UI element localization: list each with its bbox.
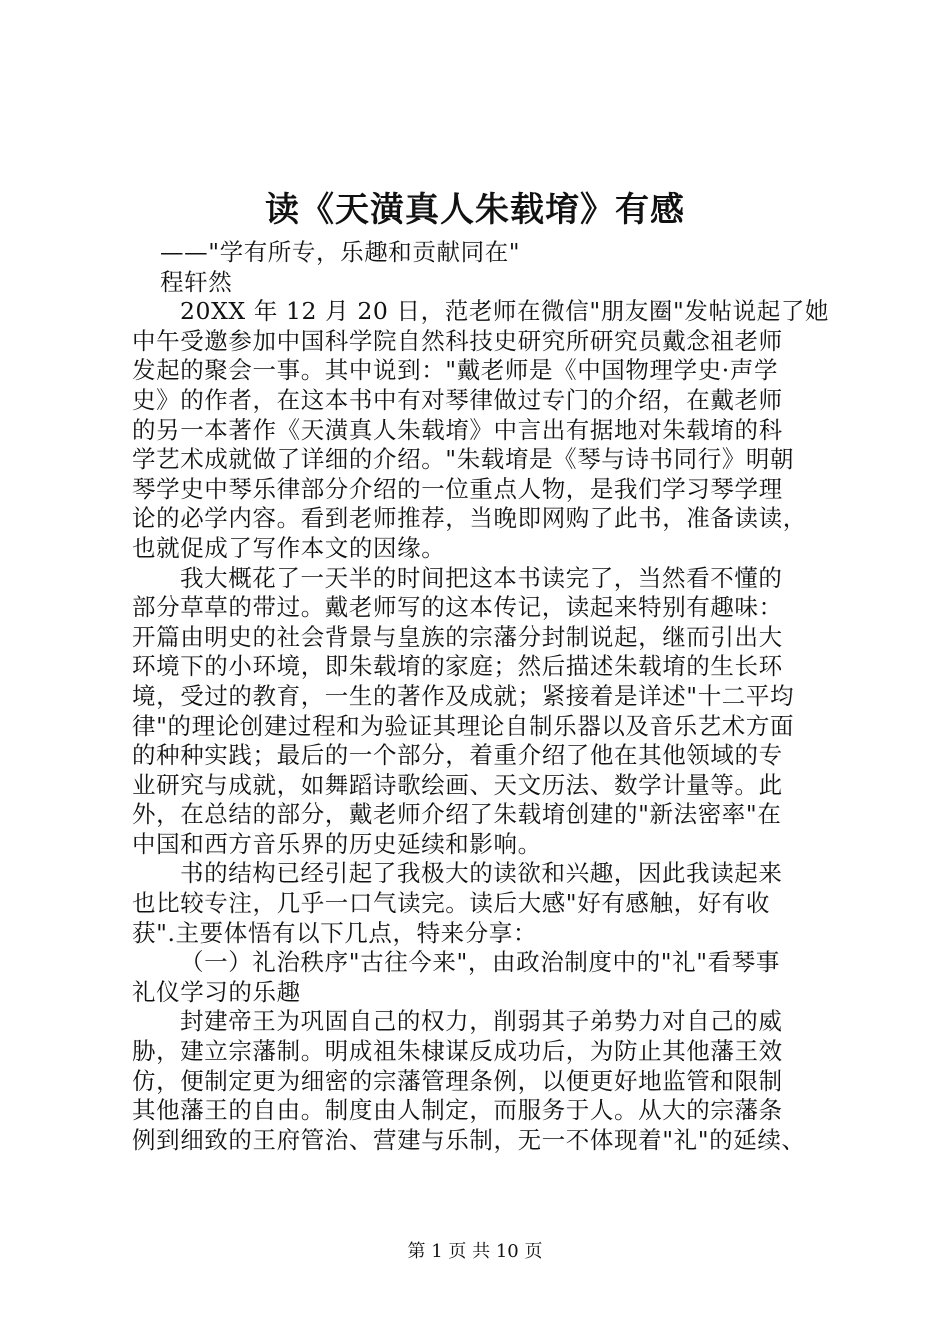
author-line: 程轩然: [160, 267, 233, 296]
page-number-footer: 第 1 页 共 10 页: [407, 1241, 543, 1262]
paragraph-1-line: 学艺术成就做了详细的介绍。"朱载堉是《琴与诗书同行》明朝: [132, 445, 795, 474]
document-title: 读《天潢真人朱载堉》有感: [265, 190, 685, 230]
paragraph-1-line: 的另一本著作《天潢真人朱载堉》中言出有据地对朱载堉的科: [132, 415, 783, 444]
paragraph-1-line: 论的必学内容。看到老师推荐，当晚即网购了此书，准备读读，: [132, 504, 807, 533]
paragraph-1-line: 中午受邀参加中国科学院自然科技史研究所研究员戴念祖老师: [132, 326, 783, 355]
paragraph-4-line: 胁，建立宗藩制。明成祖朱棣谋反成功后，为防止其他藩王效: [132, 1037, 783, 1066]
document-body: [132, 238, 834, 1155]
paragraph-4-line: 其他藩王的自由。制度由人制定，而服务于人。从大的宗藩条: [132, 1096, 783, 1125]
section-heading-line: 礼仪学习的乐趣: [132, 977, 301, 1006]
paragraph-2-line: 环境下的小环境，即朱载堉的家庭；然后描述朱载堉的生长环: [132, 652, 783, 681]
paragraph-2-line: 外，在总结的部分，戴老师介绍了朱载堉创建的"新法密率"在: [132, 800, 782, 829]
paragraph-1-line: 发起的聚会一事。其中说到："戴老师是《中国物理学史·声学: [132, 356, 779, 385]
section-heading-line: （一）礼治秩序"古往今来"，由政治制度中的"礼"看琴事: [180, 948, 780, 977]
paragraph-3-line: 书的结构已经引起了我极大的读欲和兴趣，因此我读起来: [180, 859, 783, 888]
paragraph-4-line: 仿，便制定更为细密的宗藩管理条例，以便更好地监管和限制: [132, 1066, 783, 1095]
paragraph-2-line: 境，受过的教育，一生的著作及成就；紧接着是详述"十二平均: [132, 681, 795, 710]
subtitle-line: ——"学有所专，乐趣和贡献同在": [160, 238, 521, 266]
paragraph-3-line: 获".主要体悟有以下几点，特来分享：: [132, 918, 538, 947]
paragraph-1-line: 也就促成了写作本文的因缘。: [132, 533, 446, 562]
paragraph-2-line: 我大概花了一天半的时间把这本书读完了，当然看不懂的: [180, 563, 783, 592]
paragraph-2-line: 律"的理论创建过程和为验证其理论自制乐器以及音乐艺术方面: [132, 711, 795, 740]
paragraph-2-line: 部分草草的带过。戴老师写的这本传记，读起来特别有趣味：: [132, 593, 783, 622]
paragraph-2-line: 中国和西方音乐界的历史延续和影响。: [132, 829, 542, 858]
paragraph-3-line: 也比较专注，几乎一口气读完。读后大感"好有感触，好有收: [132, 889, 771, 918]
paragraph-1-line: 琴学史中琴乐律部分介绍的一位重点人物，是我们学习琴学理: [132, 474, 783, 503]
paragraph-1-line: 史》的作者，在这本书中有对琴律做过专门的介绍，在戴老师: [132, 385, 783, 414]
paragraph-2-line: 的种种实践；最后的一个部分，着重介绍了他在其他领域的专: [132, 741, 783, 770]
paragraph-1-line: 20XX 年 12 月 20 日，范老师在微信"朋友圈"发帖说起了她: [180, 297, 830, 326]
paragraph-4-line: 封建帝王为巩固自己的权力，削弱其子弟势力对自己的威: [180, 1007, 783, 1036]
paragraph-2-line: 开篇由明史的社会背景与皇族的宗藩分封制说起，继而引出大: [132, 622, 783, 651]
paragraph-2-line: 业研究与成就，如舞蹈诗歌绘画、天文历法、数学计量等。此: [132, 770, 783, 799]
paragraph-4-line: 例到细致的王府管治、营建与乐制，无一不体现着"礼"的延续、: [132, 1125, 806, 1154]
